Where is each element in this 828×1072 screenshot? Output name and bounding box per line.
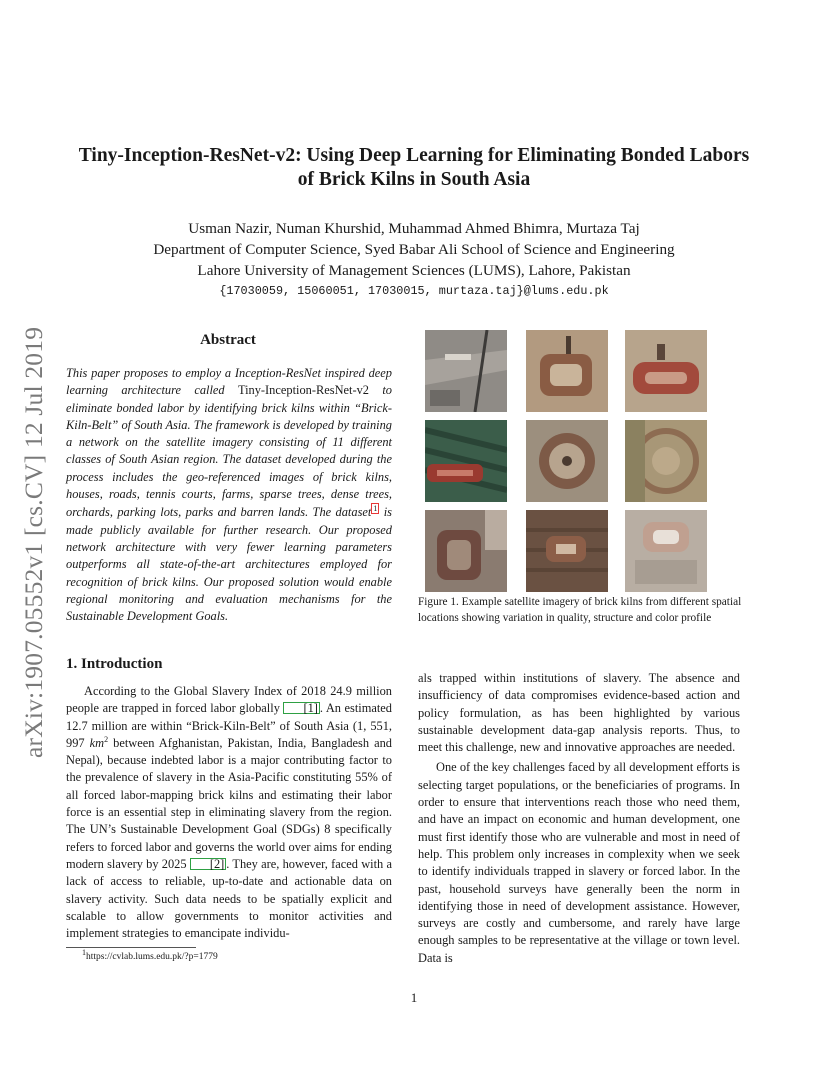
intro-part-b2: between Afghanistan, Pakistan, India, Bangladesh and Nepal), because indebted labor is a major contributing factor to the prevalence of slavery in the Asia-Pacific constituting 55% of all forced labor-mapping brick kilns and estimating their labor force is an essential step in eliminating slavery from the region. The UN’s Sustainable Development Goal (SDGs) 8 specifically refers to forced labor and governs the world over aims for ending modern slavery by 2025 <box>66 735 392 871</box>
abstract-heading: Abstract <box>200 332 256 348</box>
authors: Usman Nazir, Numan Khurshid, Muhammad Ahmed Bhimra, Murtaza Taj <box>188 220 640 237</box>
kiln-image-1 <box>425 330 507 412</box>
section-heading-introduction: 1. Introduction <box>66 656 163 672</box>
kiln-image-7 <box>425 510 507 592</box>
intro-part-c: . They are, however, faced with a lack of access to reliable, up-to-date and actionable data on slavery activity. Such data needs to be spatially explicit and scalable to allow governments to monitor activities and implement strategies to emancipate individu- <box>66 856 392 941</box>
title-line-1: Tiny-Inception-ResNet-v2: Using Deep Learning for Eliminating Bonded Labors <box>78 145 750 166</box>
affiliation-2: Lahore University of Management Sciences (LUMS), Lahore, Pakistan <box>197 262 631 279</box>
kiln-image-3 <box>625 330 707 412</box>
kiln-image-9 <box>625 510 707 592</box>
arxiv-stamp-text: arXiv:1907.05552v1 [cs.CV] 12 Jul 2019 <box>19 326 48 758</box>
paper-title <box>60 144 768 192</box>
introduction-column-1 <box>66 683 392 942</box>
page-number: 1 <box>410 990 418 1005</box>
kiln-image-2 <box>526 330 608 412</box>
citation-link-2[interactable]: [2] <box>190 858 226 870</box>
footnote-url[interactable]: https://cvlab.lums.edu.pk/?p=1779 <box>86 952 218 962</box>
paragraph-col2-2: One of the key challenges faced by all development efforts is selecting target populations, or the beneficiaries of programs. In order to ensure that interventions reach those who need them, and have an impact on economic and human development, one must first identify those who are vulnerable and most in need of help. This problem only increases in complexity when we seek to identify individuals trapped in slavery or forced labor. In the past, household surveys have generally been the norm in identifying those in need of development assistance. However, surveys are costly and cumbersome, and rarely have large enough samples to be representative at the village or town level. Data is <box>418 760 740 965</box>
kiln-image-4 <box>425 420 507 502</box>
footnote-link[interactable]: 1 <box>373 504 378 514</box>
citation-link-1[interactable]: [1] <box>283 702 319 714</box>
author-block <box>60 218 768 302</box>
affiliation-1: Department of Computer Science, Syed Babar Ali School of Science and Engineering <box>153 241 675 258</box>
paragraph-col2-1: als trapped within institutions of slavery. The absence and insufficiency of data compromises evidence-based action and policy formulation, as has been highlighted by various sustainable development data-gap analysis reports. Thus, to meet this challenge, new and innovative approaches are needed. <box>418 671 740 755</box>
title-line-2: of Brick Kilns in South Asia <box>297 169 531 190</box>
figure-1 <box>425 330 715 620</box>
abstract-part-3: is made publicly available for further research. Our proposed network architecture with very fewer learning parameters outperforms all state-of-the-art architectures employed for recognition of brick kilns. Our proposed solution would enable regional monitoring and evaluation mechanisms for the Sustainable Development Goals. <box>66 505 392 624</box>
author-emails: {17030059, 15060051, 17030015, murtaza.taj}@lums.edu.pk <box>219 284 609 298</box>
kiln-image-8 <box>526 510 608 592</box>
introduction-column-2 <box>418 670 740 967</box>
intro-part-b: . An estimated 12.7 million are within “Brick-Kiln-Belt” of South Asia (1, 551, 997 <box>66 701 393 750</box>
footnote-number: 1 <box>82 947 86 957</box>
abstract-part-1: This paper proposes to employ a Inception-ResNet inspired deep learning architecture called <box>66 366 392 398</box>
intro-part-a: According to the Global Slavery Index of 2018 24.9 million people are trapped in forced labor globally <box>66 684 392 716</box>
footnote <box>82 947 218 962</box>
model-name: Tiny-Inception-ResNet-v2 <box>237 383 369 398</box>
km-exponent: 2 <box>104 734 109 744</box>
figure-caption: Figure 1. Example satellite imagery of brick kilns from different spatial locations showing variation in quality, structure and color profile <box>418 596 742 624</box>
km-unit: km <box>89 735 105 750</box>
kiln-image-5 <box>526 420 608 502</box>
abstract-body <box>66 365 392 626</box>
arxiv-stamp <box>17 298 51 758</box>
kiln-image-6 <box>625 420 707 502</box>
abstract-part-2: to eliminate bonded labor by identifying brick kilns within “Brick-Kiln-Belt” of South Asia. The framework is developed by training a network on the satellite imagery consisting of 11 different classes of South Asian region. The dataset developed during the process includes the geo-referenced images of brick kilns, houses, roads, tennis courts, farms, sparse trees, dense trees, orchards, parking lots, parks and barren lands. The dataset <box>66 383 392 520</box>
